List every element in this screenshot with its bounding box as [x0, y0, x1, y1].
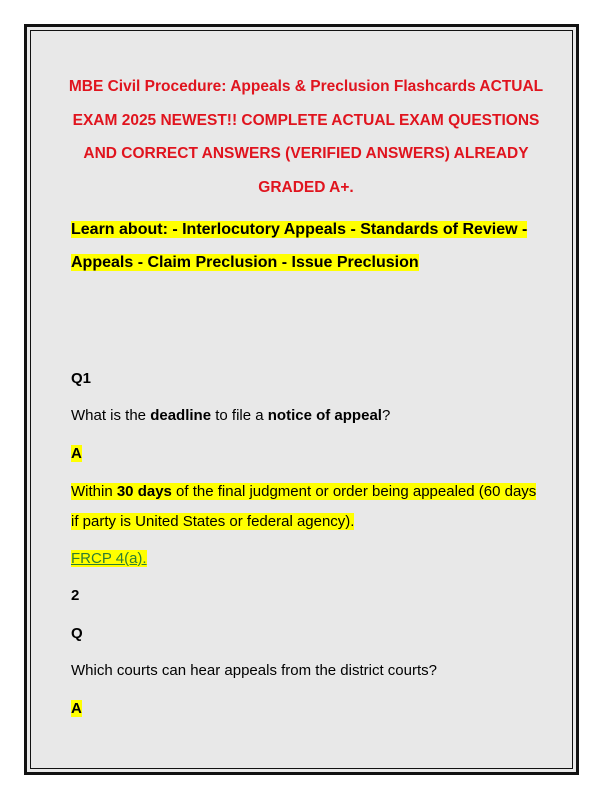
a1-label [71, 439, 82, 469]
q1-question [71, 401, 390, 431]
a1-answer [71, 477, 541, 537]
a1-line-2: if party is United States or federal agency). [71, 513, 355, 530]
a1-30-days: 30 days [116, 483, 172, 500]
card-number-2: 2 [71, 587, 80, 604]
a1-line-1 [71, 483, 536, 500]
q1-text-post: ? [381, 407, 391, 424]
q1-label: Q1 [71, 370, 92, 387]
q1-text-pre: What is the [71, 407, 151, 424]
a1-citation [71, 544, 147, 574]
q1-text-mid: to file a [211, 407, 268, 424]
learn-about-line-2: Appeals - Claim Preclusion - Issue Preclusion [71, 254, 419, 271]
a2-label-text: A [71, 700, 82, 717]
q2-question: Which courts can hear appeals from the district courts? [71, 662, 437, 679]
a2-label [71, 694, 82, 724]
document-title: MBE Civil Procedure: Appeals & Preclusion Flashcards ACTUAL EXAM 2025 NEWEST!! COMPLETE ACTUAL EXAM QUESTIONS AND CORRECT ANSWERS (VERIFIED ANSWERS) ALREADY GRADED A+. [68, 78, 544, 196]
a1-pre: Within [71, 483, 117, 500]
q1-notice-of-appeal: notice of appeal [267, 407, 382, 424]
header-section [68, 70, 544, 279]
learn-about-line-1: Learn about: - Interlocutory Appeals - Standards of Review - [71, 221, 528, 238]
q2-label: Q [71, 625, 83, 642]
a1-line1-rest: of the final judgment or order being appealed (60 days [171, 483, 537, 500]
frcp-link[interactable]: FRCP 4(a). [71, 550, 147, 567]
q1-deadline: deadline [150, 407, 212, 424]
learn-about [71, 213, 541, 279]
a1-label-text: A [71, 445, 82, 462]
